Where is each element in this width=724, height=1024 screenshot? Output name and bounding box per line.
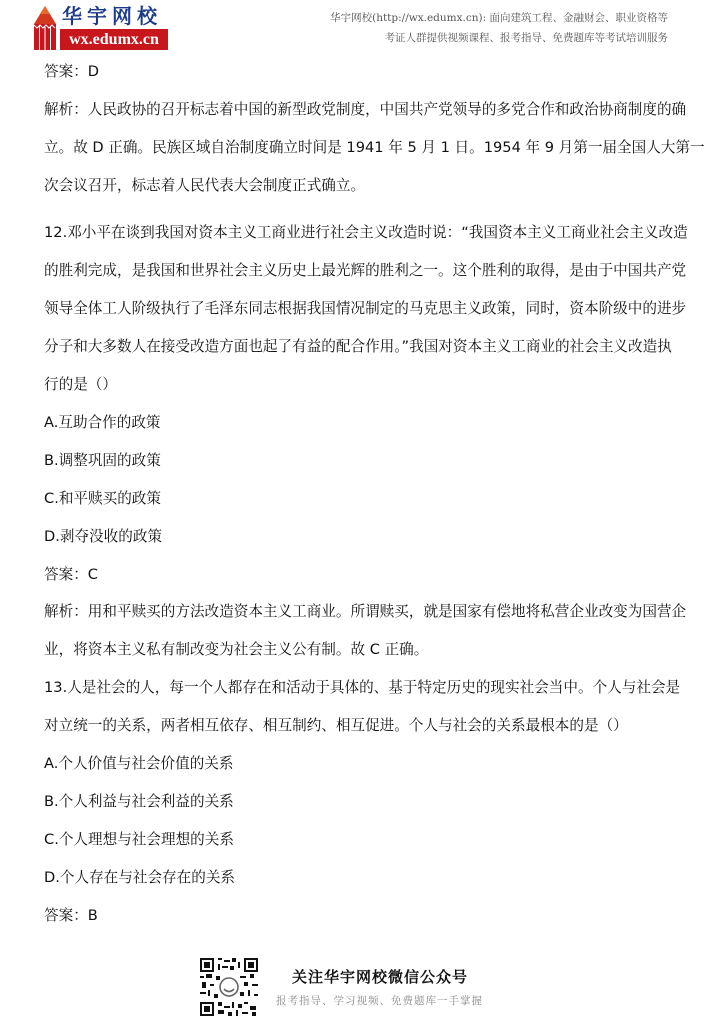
question-13-option-a: A.个人价值与社会价值的关系 (44, 755, 234, 772)
tagline-line-2: 考证人群提供视频课程、报考指导、免费题库等考试培训服务 (384, 32, 668, 44)
question-12-option-d: D.剥夺没收的政策 (44, 528, 163, 545)
analysis-q12-line-1: 解析：用和平赎买的方法改造资本主义工商业。所谓赎买，就是国家有偿地将私营企业改变为国营企 (44, 603, 687, 620)
logo-url: wx.edumx.cn (60, 29, 168, 50)
question-13-option-c: C.个人理想与社会理想的关系 (44, 831, 234, 848)
logo[interactable] (34, 4, 170, 50)
header-tagline (330, 8, 668, 48)
question-13-stem-line-1: 13.人是社会的人，每一个人都存在和活动于具体的、基于特定历史的现实社会当中。个人与社会是 (44, 679, 681, 696)
analysis-q11-line-2: 立。故 D 正确。民族区域自治制度确立时间是 1941 年 5 月 1 日。1954 年 9 月第一届全国人大第一 (44, 139, 705, 156)
footer-subtitle: 报考指导、学习视频、免费题库一手掌握 (276, 995, 483, 1007)
question-12-option-c: C.和平赎买的政策 (44, 490, 161, 507)
question-13-option-b: B.个人利益与社会利益的关系 (44, 793, 234, 810)
question-13-stem-line-2: 对立统一的关系，两者相互依存、相互制约、相互促进。个人与社会的关系最根本的是（） (44, 717, 628, 734)
pencil-logo-icon (34, 6, 56, 50)
answer-q11: 答案：D (44, 63, 100, 80)
question-12-stem-line-3: 领导全体工人阶级执行了毛泽东同志根据我国情况制定的马克思主义政策，同时，资本阶级中的进步 (44, 300, 687, 317)
footer-title: 关注华宇网校微信公众号 (292, 968, 469, 986)
analysis-q12-line-2: 业，将资本主义私有制改变为社会主义公有制。故 C 正确。 (44, 641, 429, 658)
analysis-q11-line-3: 次会议召开，标志着人民代表大会制度正式确立。 (44, 177, 366, 194)
question-12-option-b: B.调整巩固的政策 (44, 452, 161, 469)
tagline-line-1: 华宇网校(http://wx.edumx.cn): 面向建筑工程、金融财会、职业资格等 (330, 12, 668, 24)
question-12-stem-line-4: 分子和大多数人在接受改造方面也起了有益的配合作用。”我国对资本主义工商业的社会主义改造执 (44, 338, 672, 355)
answer-q12: 答案：C (44, 566, 98, 583)
question-12-stem-line-5: 行的是（） (44, 376, 117, 393)
logo-chinese-name: 华宇网校 (62, 4, 162, 28)
page-footer (200, 958, 500, 1018)
question-13-option-d: D.个人存在与社会存在的关系 (44, 869, 236, 886)
answer-q13: 答案：B (44, 907, 98, 924)
analysis-q11-line-1: 解析：人民政协的召开标志着中国的新型政党制度，中国共产党领导的多党合作和政治协商制度的确 (44, 101, 687, 118)
qr-code-icon[interactable] (200, 958, 258, 1016)
page-header (0, 0, 724, 55)
question-12-stem-line-1: 12.邓小平在谈到我国对资本主义工商业进行社会主义改造时说：“我国资本主义工商业社会主义改造 (44, 224, 688, 241)
question-12-stem-line-2: 的胜利完成，是我国和世界社会主义历史上最光辉的胜利之一。这个胜利的取得，是由于中国共产党 (44, 262, 687, 279)
question-12-option-a: A.互助合作的政策 (44, 414, 161, 431)
